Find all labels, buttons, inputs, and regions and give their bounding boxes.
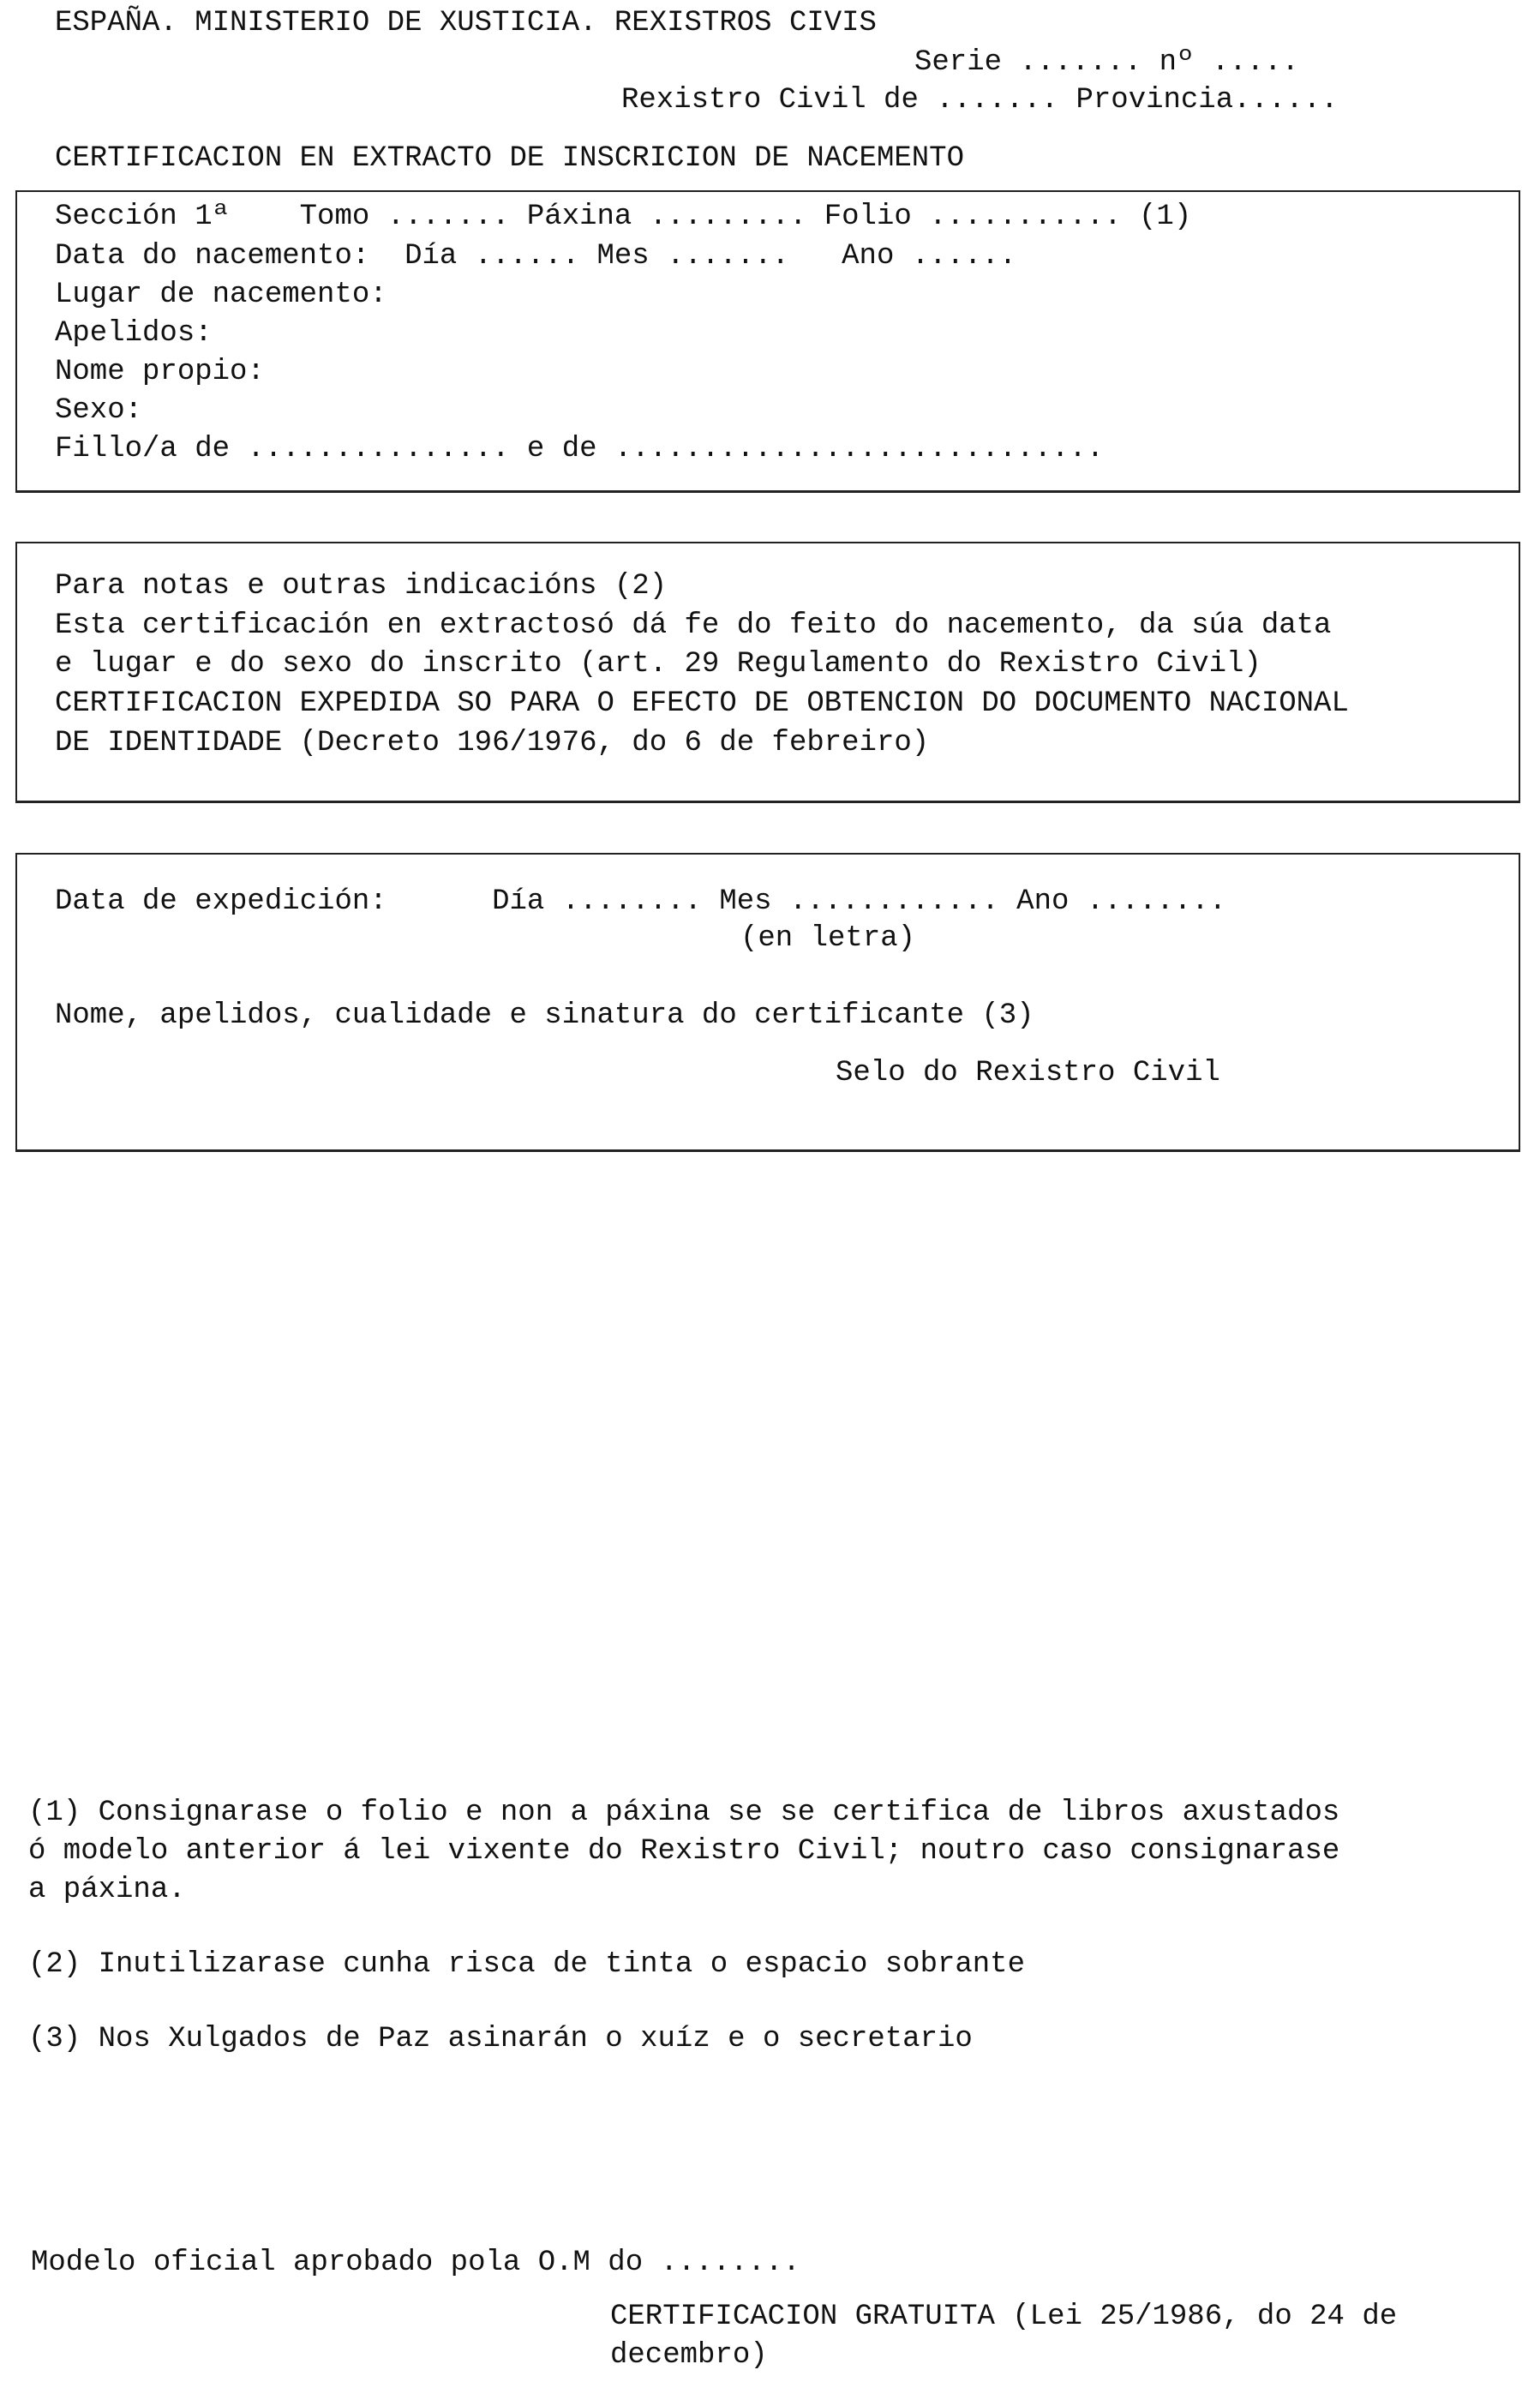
notes-heading: Para notas e outras indicacións (2) [55,570,668,603]
issuance-box [15,853,1520,1152]
model-approval-line: Modelo oficial aprobado pola O.M do ........ [31,2247,800,2279]
section-line: Sección 1ª Tomo ....... Páxina ......... Folio ........... (1) [55,201,1192,233]
registry-line: Rexistro Civil de ....... Provincia...... [621,84,1339,117]
notes-line-1: Esta certificación en extractosó dá fe do feito do nacemento, da súa data [55,609,1332,642]
document-title: CERTIFICACION EN EXTRACTO DE INSCRICION DE NACEMENTO [55,142,964,175]
footnote-1-line-1: (1) Consignarase o folio e non a páxina se se certifica de libros axustados [28,1797,1340,1829]
issuance-date-line: Data de expedición: Día ........ Mes ............ Ano ........ [55,885,1227,918]
footnote-3: (3) Nos Xulgados de Paz asinarán o xuíz e o secretario [28,2023,973,2055]
notes-line-4: DE IDENTIDADE (Decreto 196/1976, do 6 de febreiro) [55,727,930,759]
notes-line-2: e lugar e do sexo do inscrito (art. 29 Regulamento do Rexistro Civil) [55,648,1261,681]
serie-line: Serie ....... nº ..... [914,46,1299,79]
birth-date-line: Data do nacemento: Día ...... Mes ....... Ano ...... [55,240,1017,273]
footnote-2: (2) Inutilizarase cunha risca de tinta o espacio sobrante [28,1948,1025,1981]
parents-line: Fillo/a de ............... e de ............................ [55,433,1105,465]
registry-seal: Selo do Rexistro Civil [836,1057,1220,1089]
sex-line: Sexo: [55,394,143,427]
inscription-box [15,190,1520,493]
free-certification-line-1: CERTIFICACION GRATUITA (Lei 25/1986, do 24 de [610,2301,1398,2333]
ministry-heading: ESPAÑA. MINISTERIO DE XUSTICIA. REXISTROS CIVIS [55,7,877,39]
notes-box [15,542,1520,803]
in-words-note: (en letra) [740,922,916,955]
notes-line-3: CERTIFICACION EXPEDIDA SO PARA O EFECTO DE OBTENCION DO DOCUMENTO NACIONAL [55,687,1349,720]
signatory-line: Nome, apelidos, cualidade e sinatura do certificante (3) [55,999,1034,1032]
birth-place-line: Lugar de nacemento: [55,279,387,311]
surnames-line: Apelidos: [55,317,213,350]
footnote-1-line-2: ó modelo anterior á lei vixente do Rexistro Civil; noutro caso consignarase [28,1835,1340,1868]
given-name-line: Nome propio: [55,356,265,388]
footnote-1-line-3: a páxina. [28,1874,186,1906]
free-certification-line-2: decembro) [610,2339,768,2372]
